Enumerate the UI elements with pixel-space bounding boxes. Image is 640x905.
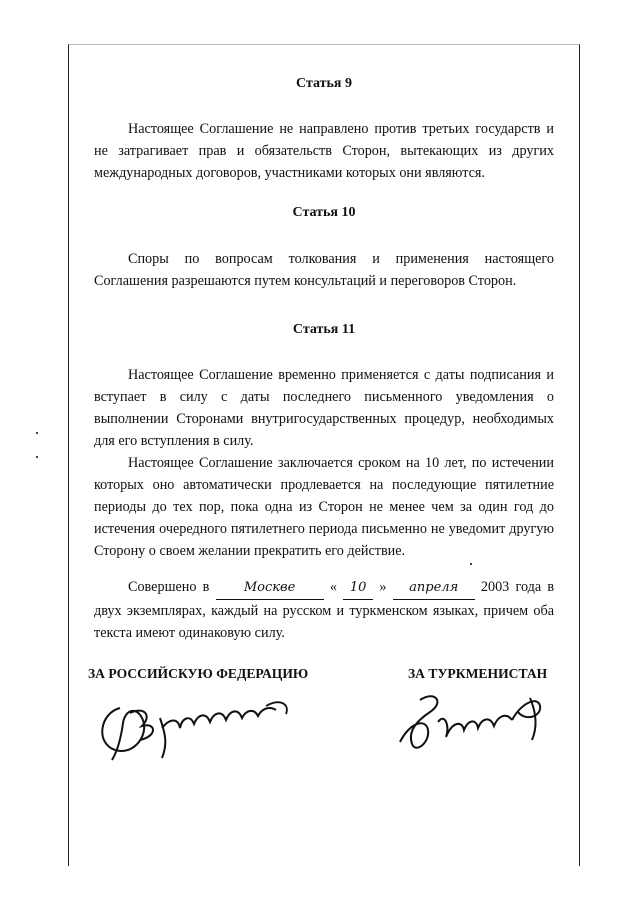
article-11-paragraph-2: Настоящее Соглашение заключается сроком на 10 лет, по истечении которых оно автоматически продлевается на последующие пятилетние периоды до тех пор, пока одна из Сторон не менее чем за один год до истечения очередного пятилетнего периода письменно не уведомит другую Сторону о своем желании прекратить его действие.: [94, 455, 554, 559]
article-9-paragraph: Настоящее Соглашение не направлено против третьих государств и не затрагивает прав и обязательств Сторон, вытекающих из других международных договоров, участниками которых они являются.: [94, 121, 554, 181]
article-11-paragraph-1: Настоящее Соглашение временно применяется с даты подписания и вступает в силу с даты последнего письменного уведомления о выполнении Сторонами внутригосударственных процедур, необходимых для его вступления в силу.: [94, 367, 554, 449]
signatory-russia-label: ЗА РОССИЙСКУЮ ФЕДЕРАЦИЮ: [88, 666, 309, 681]
scan-speck: [470, 563, 472, 565]
done-in-text: Совершено в: [128, 579, 210, 595]
article-10-title: Статья 10: [292, 205, 356, 220]
month-handwritten: апреля: [393, 577, 475, 600]
open-quote: «: [329, 579, 337, 595]
close-quote: »: [379, 579, 387, 595]
closing-paragraph: [94, 576, 554, 644]
article-11-title: Статья 11: [292, 322, 356, 337]
article-10-paragraph: Споры по вопросам толкования и применения настоящего Соглашения разрешаются путем консультаций и переговоров Сторон.: [94, 251, 554, 289]
year-text: 2003 года в: [480, 579, 555, 595]
article-9-title: Статья 9: [296, 76, 352, 91]
turkmenistan-signature-graphic: [390, 682, 560, 762]
russia-signature-graphic: [90, 688, 300, 768]
scan-speck: [36, 456, 38, 458]
city-handwritten: Москве: [216, 577, 324, 600]
day-handwritten: 10: [343, 577, 373, 600]
scan-speck: [36, 432, 38, 434]
signatory-turkmenistan-label: ЗА ТУРКМЕНИСТАН: [408, 666, 548, 681]
closing-rest-text: двух экземплярах, каждый на русском и туркменском языках, причем оба текста имеют одинаковую силу.: [94, 603, 554, 641]
